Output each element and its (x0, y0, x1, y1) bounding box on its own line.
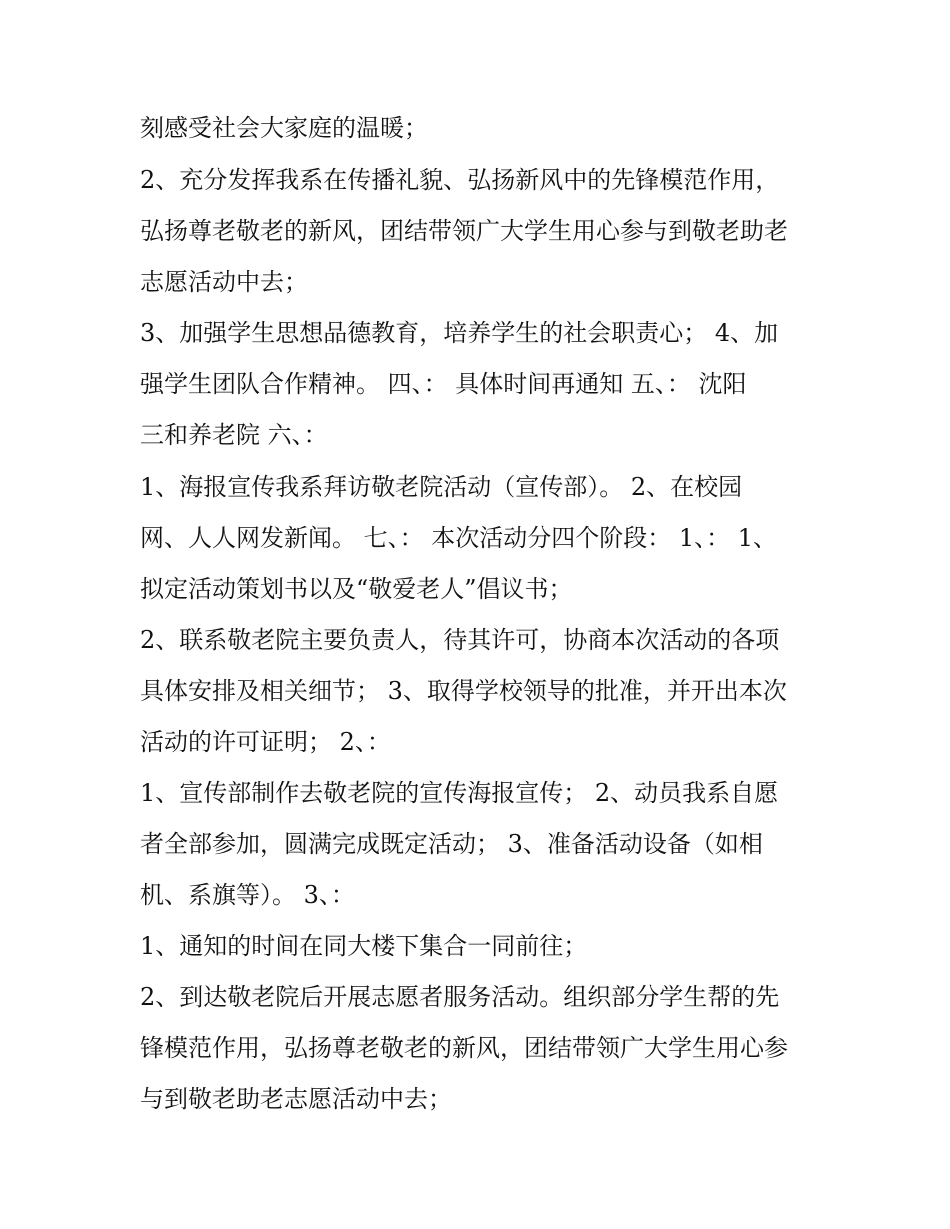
text-line: 网、人人网发新闻。 七、： 本次活动分四个阶段： 1、： 1、 (140, 524, 778, 552)
text-line: 者全部参加，圆满完成既定活动； 3、准备活动设备（如相 (140, 830, 763, 858)
text-line: 1、宣传部制作去敬老院的宣传海报宣传； 2、动员我系自愿 (140, 779, 779, 807)
text-line: 强学生团队合作精神。 四、： 具体时间再通知 五、： 沈阳 (140, 370, 747, 398)
text-line: 活动的许可证明； 2、： (140, 728, 391, 756)
text-line: 3、加强学生思想品德教育，培养学生的社会职责心； 4、加 (140, 319, 779, 347)
text-line: 弘扬尊老敬老的新风，团结带领广大学生用心参与到敬老助老 (140, 217, 788, 245)
text-line: 2、到达敬老院后开展志愿者服务活动。组织部分学生帮的先 (140, 983, 780, 1011)
text-line: 2、联系敬老院主要负责人，待其许可，协商本次活动的各项 (140, 626, 780, 654)
text-line: 1、通知的时间在同大楼下集合一同前往； (140, 932, 588, 960)
text-line: 与到敬老助老志愿活动中去； (140, 1085, 452, 1113)
text-line: 机、系旗等）。 3、： (140, 881, 355, 909)
text-line: 志愿活动中去； (140, 268, 308, 296)
text-line: 拟定活动策划书以及“敬爱老人”倡议书； (140, 575, 573, 603)
text-line: 具体安排及相关细节； 3、取得学校领导的批准，并开出本次 (140, 677, 787, 705)
text-line: 1、海报宣传我系拜访敬老院活动（宣传部）。 2、在校园 (140, 473, 743, 501)
text-line: 三和养老院 六、： (140, 421, 328, 449)
text-line: 锋模范作用，弘扬尊老敬老的新风，团结带领广大学生用心参 (140, 1034, 788, 1062)
text-line: 刻感受社会大家庭的温暖； (140, 114, 428, 142)
text-line: 2、充分发挥我系在传播礼貌、弘扬新风中的先锋模范作用， (140, 166, 780, 194)
